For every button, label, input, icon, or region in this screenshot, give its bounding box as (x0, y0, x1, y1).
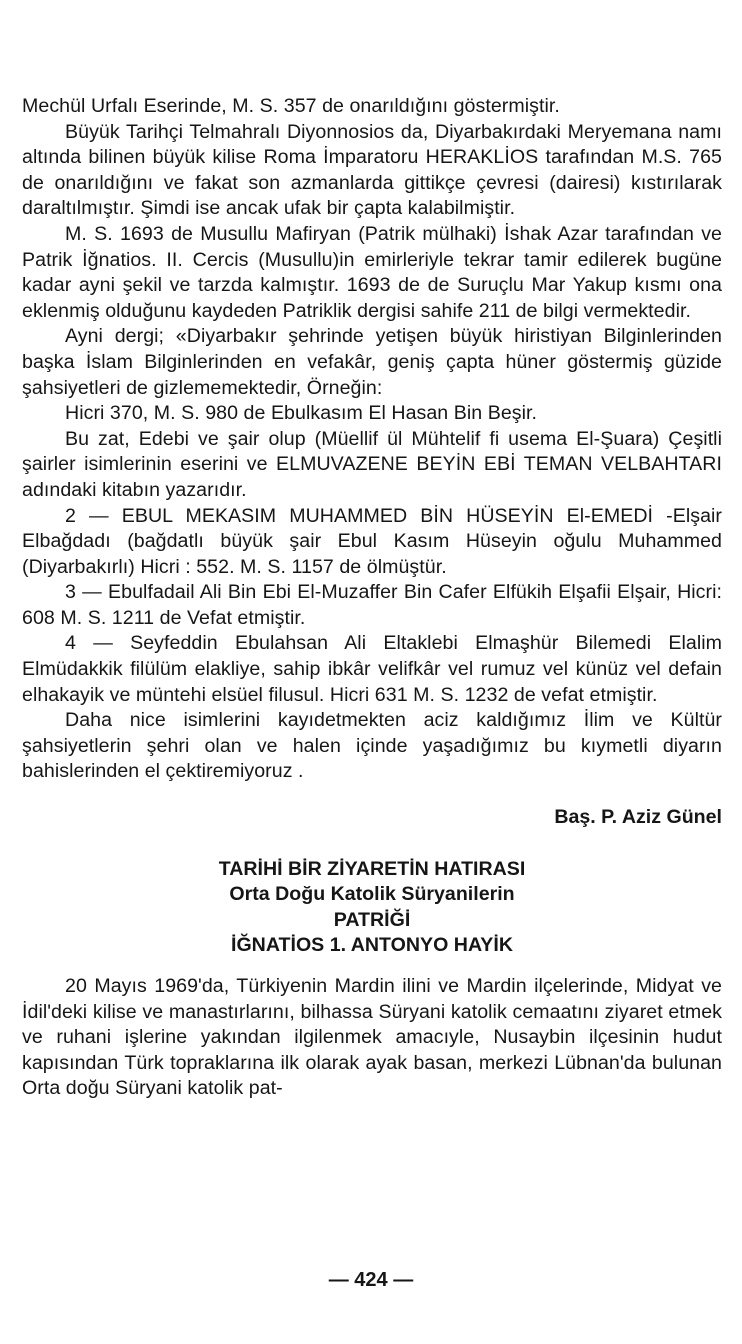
paragraph: M. S. 1693 de Musullu Mafiryan (Patrik mülhaki) İshak Azar tarafından ve Patrik İğnatios. II. Cercis (Musullu)in emirleriyle tekrar tamir edilerek bugüne kadar ayni şekil ve tarzda kalmıştır. 1693 de de Suruçlu Mar Yakup kısmı ona eklenmiş olduğunu kaydeden Patriklik dergisi sahife 211 de bilgi vermektedir. (22, 222, 722, 322)
paragraph: Ayni dergi; «Diyarbakır şehrinde yetişen büyük hiristiyan Bilginlerinden başka İslam Bilginlerinden en vefakâr, geniş çapta hüner göstermiş güzide şahsiyetleri de gizlememektedir, Örneğin: (22, 325, 722, 399)
section-heading (22, 857, 722, 959)
list-item: 3 — Ebulfadail Ali Bin Ebi El-Muzaffer Bin Cafer Elfükih Elşafii Elşair, Hicri: 608 M. S. 1211 de Vefat etmiştir. (22, 581, 722, 629)
paragraph: Bu zat, Edebi ve şair olup (Müellif ül Mühtelif fi usema El-Şuara) Çeşitli şairler isimlerinin eserini ve ELMUVAZENE BEYİN EBİ TEMAN VELBAHTARI adındaki kitabın yazarıdır. (22, 427, 722, 501)
list-item: 4 — Seyfeddin Ebulahsan Ali Eltaklebi Elmaşhür Bilemedi Elalim Elmüdakkik filülüm elakliye, sahip ibkâr velifkâr vel rumuz vel künüz vel defain elhakayik ve müntehi elsüel filusul. Hicri 631 M. S. 1232 de vefat etmiştir. (22, 632, 722, 706)
paragraph: Mechül Urfalı Eserinde, M. S. 357 de onarıldığını göstermiştir. (22, 95, 560, 117)
heading-line: TARİHİ BİR ZİYARETİN HATIRASI (218, 857, 526, 880)
paragraph: Büyük Tarihçi Telmahralı Diyonnosios da, Diyarbakırdaki Meryemana namı altında bilinen büyük kilise Roma İmparatoru HERAKLİOS tarafından M.S. 765 de onarıldığını ve fakat son azmanlarda gittikçe çevresi (dairesi) kıstırılarak daraltılmıştır. Şimdi ise ancak ufak bir çapta kalabilmiştir. (22, 120, 722, 220)
page-number: — 424 — (328, 1269, 414, 1291)
page-body (22, 94, 722, 1102)
paragraph: 20 Mayıs 1969'da, Türkiyenin Mardin ilini ve Mardin ilçelerinde, Midyat ve İdil'deki kilise ve manastırlarını, bilhassa Süryani katolik cemaatını ziyaret etmek ve ruhani işlerine yakından ilgilenmek amacıyle, Nusaybin ilçesinin hudut kapısından Türk topraklarına ilk olarak ayak basan, merkezi Lübnan'da bulunan Orta doğu Süryani katolik pat- (22, 975, 722, 1100)
author-signature: Baş. P. Aziz Günel (554, 806, 722, 829)
heading-line: İĞNATİOS 1. ANTONYO HAYİK (231, 934, 513, 957)
paragraph: Daha nice isimlerini kayıdetmekten aciz kaldığımız İlim ve Kültür şahsiyetlerin şehri olan ve halen içinde yaşadığımız bu kıymetli diyarın bahislerinden el çektiremiyoruz . (22, 709, 722, 783)
heading-line: PATRİĞİ (333, 908, 411, 931)
paragraph: Hicri 370, M. S. 980 de Ebulkasım El Hasan Bin Beşir. (65, 402, 538, 425)
heading-line: Orta Doğu Katolik Süryanilerin (229, 883, 515, 906)
list-item: 2 — EBUL MEKASIM MUHAMMED BİN HÜSEYİN El-EMEDİ -Elşair Elbağdadı (bağdatlı büyük şair Ebul Kasım Hüseyin oğulu Muhammed (Diyarbakırlı) Hicri : 552. M. S. 1157 de ölmüştür. (22, 504, 722, 578)
